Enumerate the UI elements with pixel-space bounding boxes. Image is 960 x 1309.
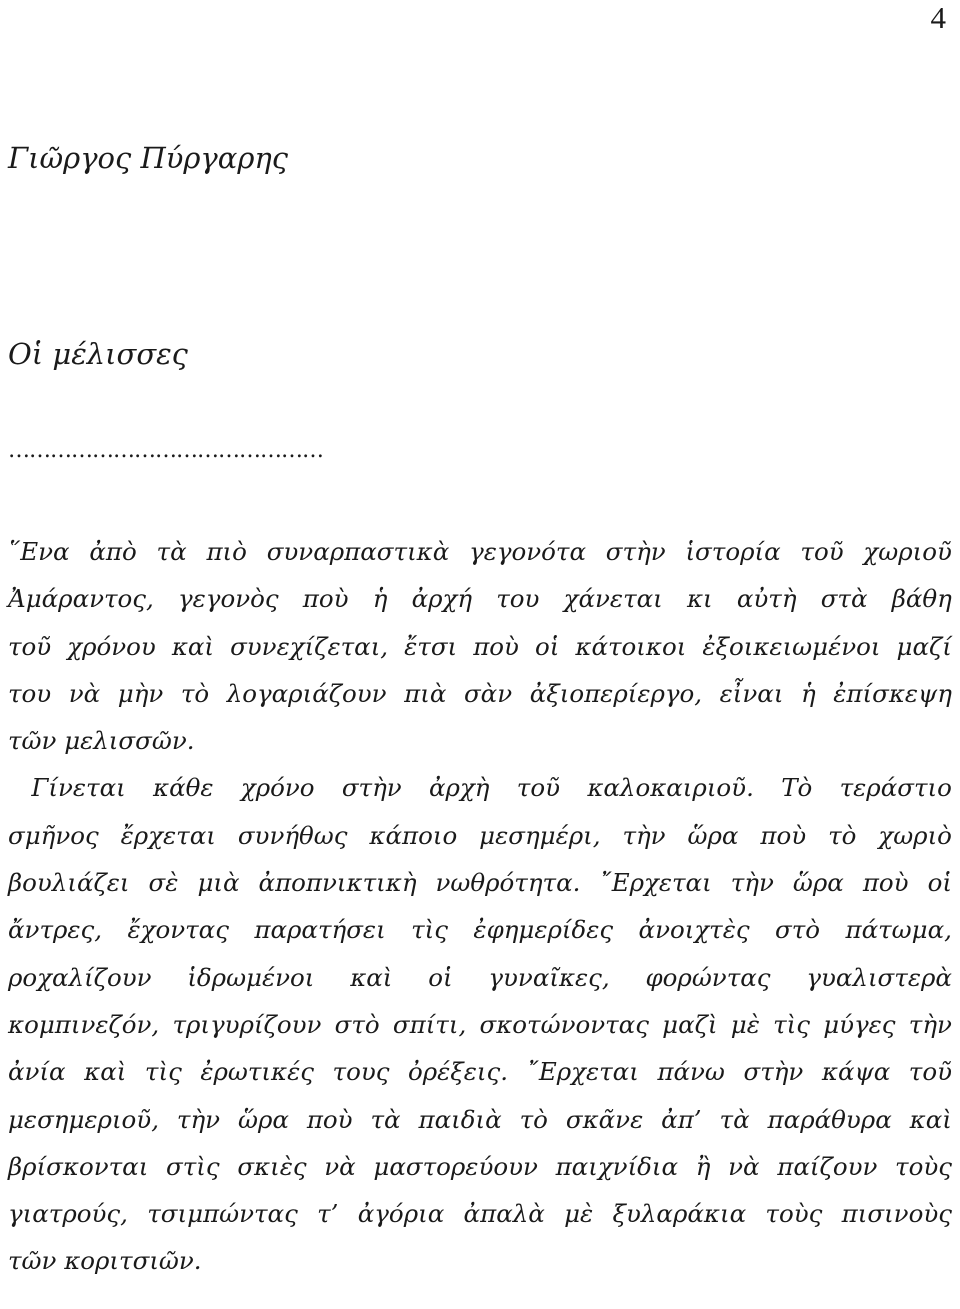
word: ἀπὸ: [89, 537, 137, 566]
word: ἀπαλὰ: [463, 1199, 545, 1229]
word: πάτωμα,: [845, 915, 952, 945]
text-line: [8, 1096, 952, 1143]
text-line: [8, 1001, 952, 1048]
author-name: Γιῶργος Πύργαρης: [8, 141, 288, 175]
word: ἀρχή: [411, 584, 473, 614]
text-line: [8, 1143, 952, 1190]
word: τὶς: [773, 1009, 810, 1039]
word: τὴν: [176, 1104, 221, 1134]
word: γεγονὸς: [178, 584, 279, 614]
word: ἀποπνικτικὴ: [258, 868, 417, 898]
word: στὴν: [743, 1057, 804, 1087]
word: φορώντας: [645, 962, 771, 992]
word: ῞Ενα: [8, 537, 70, 566]
word: γεγονότα: [469, 537, 587, 566]
word: τὰ: [156, 537, 187, 566]
word: τοῦ: [800, 537, 844, 566]
word: ἔρχεται: [120, 820, 216, 850]
word: πιὰ: [404, 678, 447, 708]
word: οἱ: [428, 962, 453, 992]
word: καλοκαιριοῦ.: [587, 773, 754, 803]
word: του: [8, 678, 52, 708]
word: τσιμπώντας: [147, 1199, 298, 1229]
word: ἐξοικειωμένοι: [702, 631, 881, 661]
word: βουλιάζει: [8, 868, 130, 898]
word: καὶ: [84, 1057, 127, 1087]
word: πισινοὺς: [841, 1199, 952, 1229]
word: μὲ: [564, 1199, 594, 1229]
word: ἡ: [801, 678, 816, 708]
word: τὰ: [370, 1104, 401, 1134]
word: παιχνίδια: [555, 1151, 679, 1181]
text-line: [8, 528, 952, 575]
word: ἐρωτικές: [200, 1057, 314, 1087]
word: ἔχοντας: [127, 915, 229, 945]
word: Ἀμάραντος,: [8, 584, 154, 614]
word: τὸ: [180, 678, 210, 708]
word: μεσημεριοῦ,: [8, 1104, 159, 1134]
text-line: [8, 954, 952, 1001]
text-line: [8, 670, 952, 717]
word: τριγυρίζουν: [172, 1009, 322, 1039]
word: σὰν: [463, 678, 513, 708]
word: σκᾶνε: [565, 1104, 644, 1134]
word: συνεχίζεται,: [230, 631, 389, 661]
word: τ’: [317, 1199, 339, 1229]
word: ῎Ερχεται: [526, 1057, 639, 1087]
text-line: [8, 859, 952, 906]
word: ἱστορία: [685, 537, 781, 566]
word: σκιὲς: [237, 1151, 307, 1181]
word: στὸ: [334, 1009, 380, 1039]
word: ποὺ: [473, 631, 519, 661]
word: ἀνία: [8, 1057, 66, 1087]
word: ἀξιοπερίεργο,: [529, 678, 703, 708]
word: ξυλαράκια: [612, 1199, 747, 1229]
word: τὴν: [622, 820, 666, 850]
word: γιατρούς,: [8, 1199, 128, 1229]
word: σπίτι,: [392, 1009, 467, 1039]
word: ὀρέξεις.: [407, 1057, 509, 1087]
word: λογαριάζουν: [226, 678, 387, 708]
word: τὶς: [411, 915, 448, 945]
word: τὶς: [144, 1057, 182, 1087]
text-line: [8, 717, 952, 764]
word: χάνεται: [563, 584, 663, 614]
word: τὰ: [719, 1104, 750, 1134]
word: γυναῖκες,: [488, 962, 610, 992]
text-line: [8, 812, 952, 859]
word: μὴν: [117, 678, 164, 708]
word: βρίσκονται: [8, 1151, 149, 1181]
text-line: [8, 623, 952, 670]
word: ἀπ’: [661, 1104, 702, 1134]
dotted-separator: ………………………………………: [8, 438, 323, 463]
word: οἱ: [927, 868, 952, 898]
word: τους: [332, 1057, 390, 1087]
word: κι: [686, 584, 713, 614]
word: τοῦ: [908, 1057, 952, 1087]
word: τὸ: [519, 1104, 548, 1134]
text-line-content: τῶν μελισσῶν.: [8, 726, 195, 756]
word: του: [496, 584, 540, 614]
word: Γίνεται: [8, 773, 126, 803]
word: καὶ: [350, 962, 393, 992]
word: γυαλιστερὰ: [806, 962, 952, 992]
word: μὲ: [730, 1009, 760, 1039]
word: ποὺ: [862, 868, 909, 898]
word: ῎Ερχεται: [599, 868, 712, 898]
word: ποὺ: [306, 1104, 353, 1134]
word: ἀνοιχτὲς: [638, 915, 750, 945]
word: σμῆνος: [8, 820, 99, 850]
page-number: 4: [930, 0, 946, 35]
word: ὥρα: [792, 868, 844, 898]
word: σκοτώνοντας: [479, 1009, 649, 1039]
text-line: [8, 764, 952, 811]
word: οἱ: [534, 631, 560, 661]
word: μαζὶ: [662, 1009, 718, 1039]
word: βάθη: [891, 584, 952, 614]
word: συναρπαστικὰ: [266, 537, 450, 566]
word: ἀγόρια: [357, 1199, 445, 1229]
text-line: [8, 1237, 952, 1284]
text-line: [8, 1048, 952, 1095]
word: μαστορεύουν: [373, 1151, 538, 1181]
word: πάνω: [657, 1057, 725, 1087]
word: χωριὸ: [878, 820, 952, 850]
word: συνήθως: [237, 820, 348, 850]
word: στὶς: [166, 1151, 220, 1181]
word: νὰ: [324, 1151, 356, 1181]
text-line: [8, 1190, 952, 1237]
word: μύγες: [823, 1009, 896, 1039]
word: μιὰ: [197, 868, 240, 898]
text-line: [8, 575, 952, 622]
word: χρόνο: [240, 773, 315, 803]
word: ποὺ: [760, 820, 807, 850]
word: τοὺς: [895, 1151, 952, 1181]
word: παίζουν: [777, 1151, 878, 1181]
word: ροχαλίζουν: [8, 962, 152, 992]
word: τεράστιο: [839, 773, 952, 803]
word: κάτοικοι: [575, 631, 687, 661]
word: ἢ: [695, 1151, 711, 1181]
word: κάψα: [821, 1057, 891, 1087]
body-text: [8, 528, 952, 1285]
word: καὶ: [909, 1104, 952, 1134]
word: τὴν: [730, 868, 774, 898]
word: παράθυρα: [767, 1104, 892, 1134]
word: τοῦ: [8, 631, 52, 661]
word: παιδιὰ: [418, 1104, 502, 1134]
word: καὶ: [171, 631, 215, 661]
word: νὰ: [68, 678, 101, 708]
word: σὲ: [148, 868, 179, 898]
word: τοῦ: [516, 773, 560, 803]
word: μεσημέρι,: [479, 820, 601, 850]
word: πιὸ: [206, 537, 247, 566]
word: ἄντρες,: [8, 915, 103, 945]
word: κάθε: [153, 773, 214, 803]
word: χωριοῦ: [863, 537, 952, 566]
word: κάποιο: [369, 820, 458, 850]
word: μαζί: [896, 631, 952, 661]
word: τοὺς: [765, 1199, 823, 1229]
word: ἐπίσκεψη: [833, 678, 952, 708]
word: αὐτὴ: [736, 584, 797, 614]
text-line-content: τῶν κοριτσιῶν.: [8, 1246, 202, 1276]
text-line: [8, 906, 952, 953]
word: στὴν: [605, 537, 666, 566]
word: στὰ: [820, 584, 868, 614]
word: ἀρχὴ: [429, 773, 490, 803]
story-title: Οἱ μέλισσες: [8, 337, 188, 371]
word: κομπινεζόν,: [8, 1009, 160, 1039]
word: νωθρότητα.: [435, 868, 581, 898]
word: τὴν: [908, 1009, 952, 1039]
word: χρόνου: [67, 631, 156, 661]
word: ἔτσι: [404, 631, 458, 661]
word: παρατήσει: [254, 915, 386, 945]
word: στὴν: [341, 773, 402, 803]
word: τὸ: [828, 820, 857, 850]
word: νὰ: [728, 1151, 760, 1181]
word: ὥρα: [687, 820, 739, 850]
word: ποὺ: [302, 584, 349, 614]
word: Τὸ: [781, 773, 813, 803]
word: ὥρα: [237, 1104, 289, 1134]
word: ἡ: [372, 584, 388, 614]
word: εἶναι: [719, 678, 784, 708]
word: στὸ: [775, 915, 821, 945]
word: ἱδρωμένοι: [187, 962, 315, 992]
word: ἐφημερίδες: [473, 915, 614, 945]
